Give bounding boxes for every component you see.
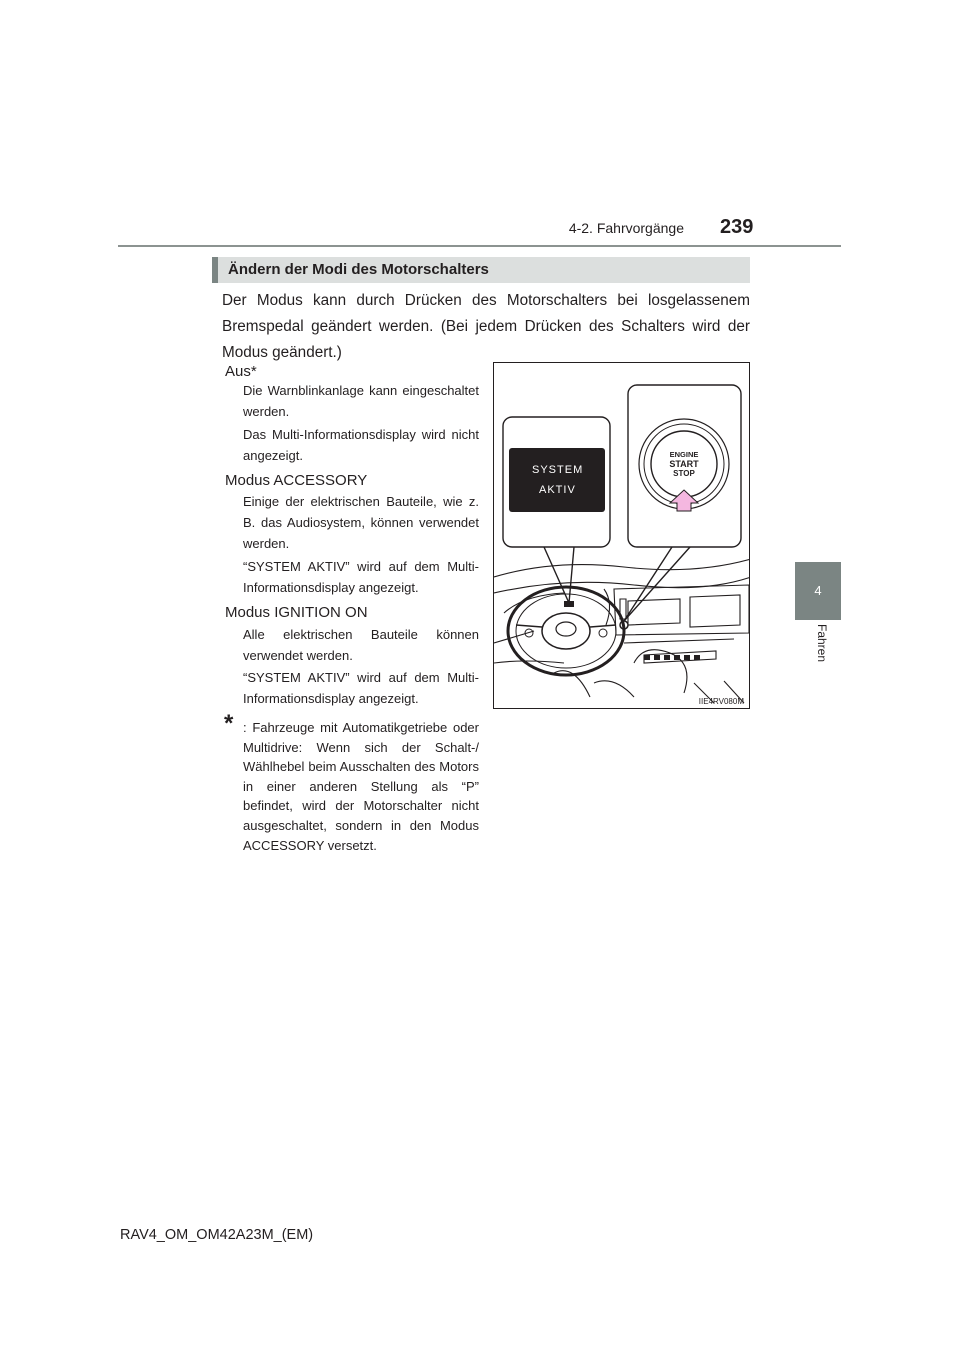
button-text-line3: STOP (673, 469, 695, 478)
section-heading-text: Ändern der Modi des Motorschalters (228, 261, 489, 278)
footnote-text: : Fahrzeuge mit Automatikgetriebe oder Multidrive: Wenn sich der Schalt-/ Wählhebel beim Ausschalten des Motors in einer anderen Stellung als “P” befindet, wird der Motorschalter nicht ausgeschaltet, sondern in den Modus ACCESSORY versetzt. (243, 720, 479, 853)
dashboard-drawing (494, 363, 750, 709)
mode-description: Die Warnblinkanlage kann eingeschaltet werden. (243, 383, 479, 419)
footnote-marker: * (224, 710, 234, 737)
chapter-label: Fahren (815, 624, 829, 663)
page-number: 239 (720, 216, 754, 238)
header-section-title: 4-2. Fahrvorgänge (568, 220, 684, 236)
intro-paragraph: Der Modus kann durch Drücken des Motorschalters bei losgelassenem Bremspedal geändert werden. (Bei jedem Drücken des Schalters wird der Modus geändert.) (222, 292, 750, 361)
document-code: RAV4_OM_OM42A23M_(EM) (120, 1227, 314, 1243)
button-text-line2: START (669, 459, 699, 469)
mode-description: “SYSTEM AKTIV” wird auf dem Multi-Informationsdisplay angezeigt. (243, 559, 479, 595)
section-heading (212, 257, 750, 283)
engine-switch-illustration (493, 362, 750, 709)
illustration-code: IIE4RV080M (698, 697, 744, 706)
button-text-line1: ENGINE (669, 450, 699, 459)
mode-description: Das Multi-Informationsdisplay wird nicht angezeigt. (243, 427, 479, 463)
display-text-line1: SYSTEM (532, 464, 584, 476)
steering-wheel (508, 587, 624, 675)
cluster-display-marker (564, 601, 574, 607)
center-console-buttons (644, 655, 700, 660)
multi-information-display (509, 448, 605, 512)
mode-description: “SYSTEM AKTIV” wird auf dem Multi-Informationsdisplay angezeigt. (243, 670, 479, 706)
chapter-tab: 4 (795, 562, 841, 620)
display-text-line2: AKTIV (539, 484, 576, 496)
mode-description: Alle elektrischen Bauteile können verwendet werden. (243, 627, 479, 663)
mode-title-accessory: Modus ACCESSORY (225, 472, 368, 489)
mode-title-aus: Aus* (225, 363, 257, 380)
header-divider (118, 245, 841, 247)
heading-accent-bar (212, 257, 218, 283)
mode-title-ignition-on: Modus IGNITION ON (225, 604, 368, 621)
mode-description: Einige der elektrischen Bauteile, wie z. B. das Audiosystem, können verwendet werden. (243, 494, 479, 551)
